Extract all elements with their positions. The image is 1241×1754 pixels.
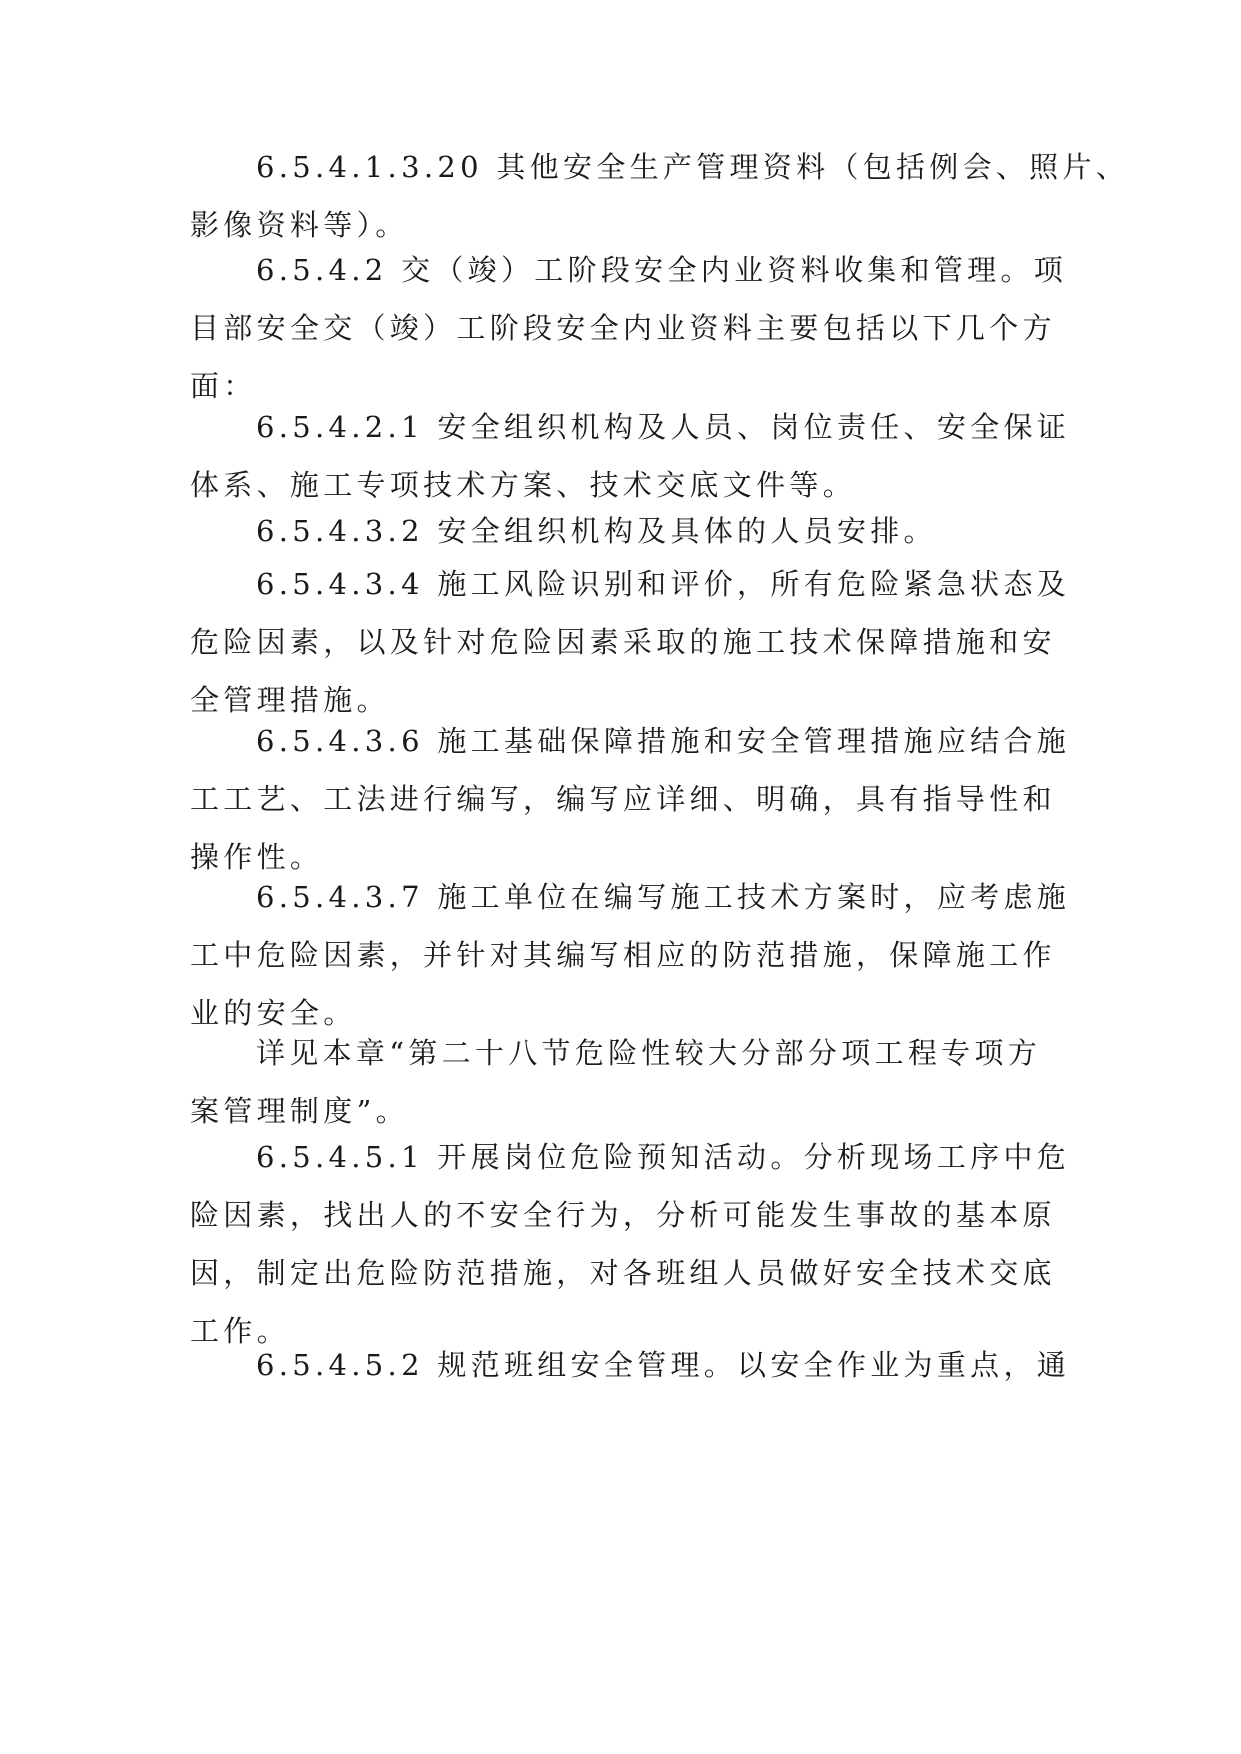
text-line: 详见本章“第二十八节危险性较大分部分项工程专项方 [256,1036,1042,1070]
text-line: 体系、施工专项技术方案、技术交底文件等。 [190,468,857,502]
text-line: 因，制定出危险防范措施，对各班组人员做好安全技术交底 [190,1256,1056,1290]
text-line: 6.5.4.3.2 安全组织机构及具体的人员安排。 [256,514,937,548]
text-line: 6.5.4.1.3.20 其他安全生产管理资料（包括例会、照片、 [256,150,1130,184]
text-line: 6.5.4.3.6 施工基础保障措施和安全管理措施应结合施 [256,724,1071,758]
text-line: 工作。 [190,1314,290,1348]
paragraph-3 [190,398,1071,514]
text-line: 险因素，找出人的不安全行为，分析可能发生事故的基本原 [190,1198,1056,1232]
paragraph-2 [190,241,1068,415]
text-line: 业的安全。 [190,996,357,1030]
text-line: 工工艺、工法进行编写，编写应详细、明确，具有指导性和 [190,782,1056,816]
text-line: 危险因素，以及针对危险因素采取的施工技术保障措施和安 [190,625,1056,659]
paragraph-7 [190,868,1071,1042]
text-line: 6.5.4.5.1 开展岗位危险预知活动。分析现场工序中危 [256,1140,1071,1174]
text-line: 6.5.4.5.2 规范班组安全管理。以安全作业为重点，通 [256,1348,1071,1382]
text-line: 操作性。 [190,840,324,874]
text-line: 案管理制度”。 [190,1094,409,1128]
paragraph-10 [190,1336,1071,1394]
text-line: 影像资料等）。 [190,208,409,242]
text-line: 工中危险因素，并针对其编写相应的防范措施，保障施工作 [190,938,1056,972]
text-line: 全管理措施。 [190,683,390,717]
text-line: 6.5.4.3.4 施工风险识别和评价，所有危险紧急状态及 [256,567,1071,601]
paragraph-1 [190,138,1130,254]
text-line: 目部安全交（竣）工阶段安全内业资料主要包括以下几个方 [190,311,1056,345]
paragraph-4 [190,502,1050,560]
text-line: 6.5.4.2 交（竣）工阶段安全内业资料收集和管理。项 [256,253,1068,287]
paragraph-6 [190,712,1071,886]
text-line: 6.5.4.3.7 施工单位在编写施工技术方案时，应考虑施 [256,880,1071,914]
paragraph-5 [190,555,1071,729]
text-line: 6.5.4.2.1 安全组织机构及人员、岗位责任、安全保证 [256,410,1071,444]
document-page [190,0,1130,1754]
text-line: 面： [190,369,257,403]
paragraph-8 [190,1024,1050,1140]
paragraph-9 [190,1128,1071,1360]
